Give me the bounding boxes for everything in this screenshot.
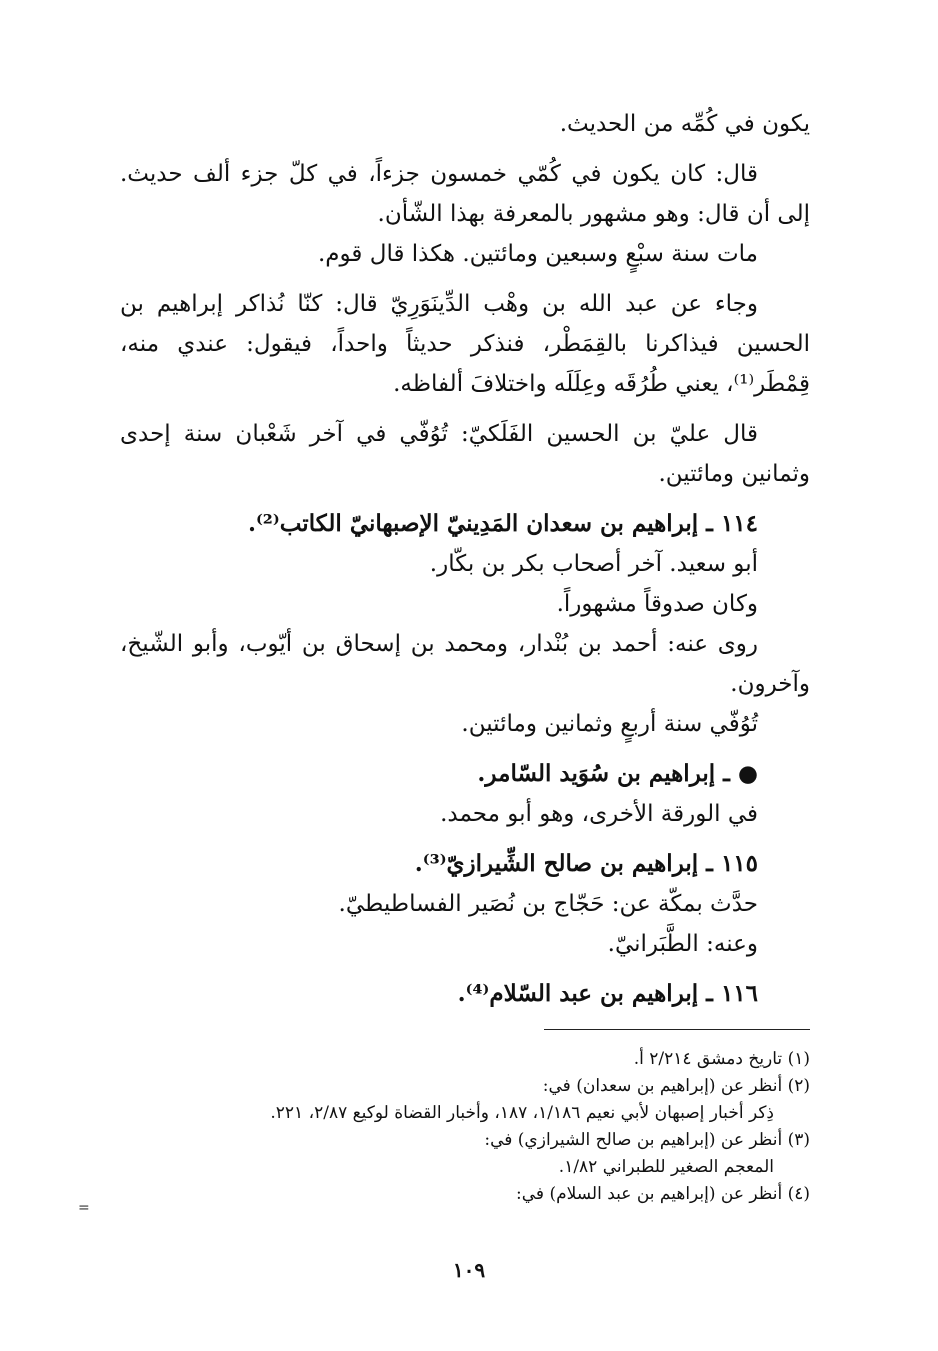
paragraph-death: مات سنة سبْعٍ وسبعين ومائتين. هكذا قال قوم. (318, 241, 758, 267)
entry-heading-115: ١١٥ ـ إبراهيم بن صالح الشِّيرازيّ⁽³⁾. (414, 850, 758, 877)
footnotes (120, 1046, 810, 1208)
entry-heading-114: ١١٤ ـ إبراهيم بن سعدان المَدِينيّ الإصبهانيّ الكاتب⁽²⁾. (247, 510, 758, 537)
entry-heading-samir: ● ـ إبراهيم بن سُوَيد السّامر. (477, 760, 758, 787)
paragraph-quote: قال: كان يكون في كُمّي خمسون جزءاً، في كلّ جزء ألف حديث. إلى أن قال: وهو مشهور بالمعرفة بهذا الشّأن. (120, 161, 810, 227)
entry-115-line: حدَّث بمكّة عن: حَجّاج بن نُصَير الفساطيطيّ. (338, 891, 758, 917)
paragraph-anecdote: وجاء عن عبد الله بن وهْب الدِّينَوَرِيّ قال: كنّا نُذاكر إبراهيم بن الحسين فيذاكرنا بالقِمَطْر، فنذكر حديثاً واحداً، فيقول: عندي منه، قِمْطَر⁽¹⁾، يعني طُرُقَه وعِلَلَه واختلافَ ألفاظه. (120, 291, 810, 397)
footnote-3-source: المعجم الصغير للطبراني ١/٨٢. (558, 1157, 774, 1177)
page-number: ١٠٩ (452, 1258, 486, 1282)
footnote-4: (٤) أنظر عن (إبراهيم بن عبد السلام) في: (516, 1184, 810, 1204)
entry-samir-line: في الورقة الأخرى، وهو أبو محمد. (440, 801, 758, 827)
footnote-3: (٣) أنظر عن (إبراهيم بن صالح الشيرازي) في: (484, 1130, 810, 1150)
footnote-divider (544, 1029, 810, 1030)
footnote-1: (١) تاريخ دمشق ٢/٢١٤ أ. (633, 1049, 810, 1069)
footnote-2: (٢) أنظر عن (إبراهيم بن سعدان) في: (542, 1076, 810, 1096)
paragraph-death-date: قال عليّ بن الحسين الفَلَكيّ: تُوُفّي في آخر شَعْبان سنة إحدى وثمانين ومائتين. (120, 421, 810, 487)
entry-114-line: أبو سعيد. آخر أصحاب بكر بن بكّار. (429, 551, 758, 577)
main-text (120, 104, 810, 1014)
text-line-continuation: يكون في كُمِّه من الحديث. (559, 111, 810, 137)
entry-115-line: وعنه: الطَّبَرانيّ. (607, 931, 758, 957)
entry-114-line: وكان صدوقاً مشهوراً. (556, 591, 758, 617)
entry-114-narrators: روى عنه: أحمد بن بُنْدار، ومحمد بن إسحاق بن أيّوب، وأبو الشّيخ، وآخرون. (120, 631, 810, 697)
footnote-2-source: ذِكر أخبار إصبهان لأبي نعيم ١/١٨٦، ١٨٧، وأخبار القضاة لوكيع ٢/٨٧، ٢٢١. (270, 1103, 774, 1123)
margin-mark: = (78, 1200, 90, 1216)
entry-114-death: تُوُفّي سنة أربعٍ وثمانين ومائتين. (461, 711, 758, 737)
entry-heading-116: ١١٦ ـ إبراهيم بن عبد السّلام⁽⁴⁾. (457, 980, 758, 1007)
